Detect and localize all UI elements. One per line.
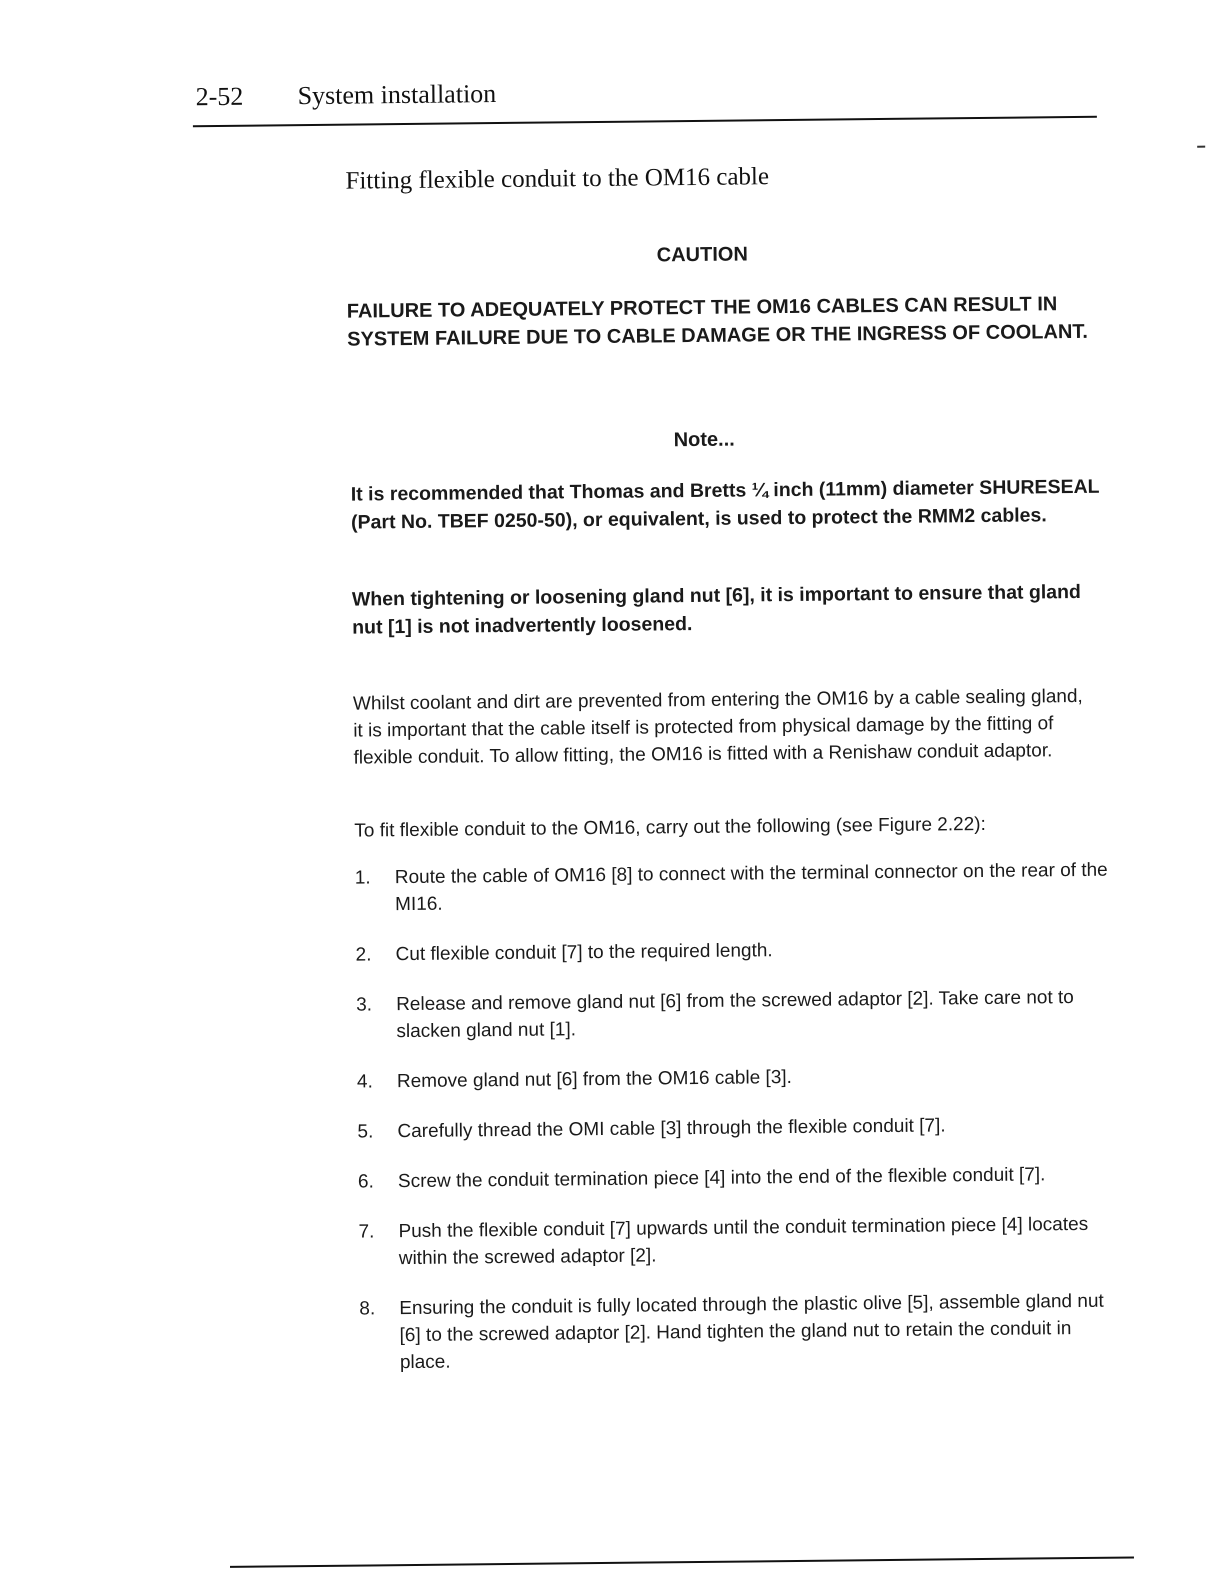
step-text: Remove gland nut [6] from the OM16 cable [3]. [396,1067,793,1093]
step-text: Route the cable of OM16 [8] to connect with the terminal connector on the rear of the MI16. [394,859,1108,916]
step-item [358,1211,1119,1273]
step-number: 1. [354,867,371,889]
step-number: 6. [357,1171,374,1193]
chapter-title: System installation [297,79,497,111]
step-item [357,1111,1117,1146]
footer-rule [230,1556,1134,1567]
step-number: 4. [356,1071,373,1093]
caution-text: FAILURE TO ADEQUATELY PROTECT THE OM16 CABLES CAN RESULT IN SYSTEM FAILURE DUE TO CABLE DAMAGE OR THE INGRESS OF COOLANT. [346,293,1089,351]
step-text: Carefully thread the OMI cable [3] through the flexible conduit [7]. [397,1115,946,1143]
scan-edge-mark [1197,146,1205,148]
step-text: Release and remove gland nut [6] from the screwed adaptor [2]. Take care not to slacken gland nut [1]. [396,987,1074,1043]
body-paragraph-2: To fit flexible conduit to the OM16, carry out the following (see Figure 2.22): [354,813,986,842]
step-number: 7. [358,1221,375,1243]
page-header [195,79,496,112]
page-number: 2-52 [195,81,244,112]
step-item [355,857,1116,919]
step-item [358,1161,1118,1196]
step-number: 5. [357,1121,374,1143]
step-item [355,934,1115,969]
body-paragraph-1: Whilst coolant and dirt are prevented from entering the OM16 by a cable sealing gland, it is important that the cable itself is protected from physical damage by the fitting of flexible conduit. To allow fitting, the OM16 is fitted with a Renishaw conduit adaptor. [352,685,1083,769]
procedure-steps [355,857,1121,1400]
note-paragraph-1: It is recommended that Thomas and Bretts ¼ inch (11mm) diameter SHURESEAL (Part No. TBEF 0250-50), or equivalent, is used to protect the RMM2 cables. [350,475,1100,534]
step-number: 8. [359,1298,376,1320]
step-item [357,1061,1117,1096]
step-item [359,1288,1120,1377]
step-number: 2. [355,944,372,966]
caution-heading: CAUTION [656,243,748,267]
header-rule [193,116,1097,127]
step-text: Push the flexible conduit [7] upwards until the conduit termination piece [4] locates within the screwed adaptor [2]. [398,1213,1089,1270]
step-text: Cut flexible conduit [7] to the required length. [395,940,773,966]
note-paragraph-2: When tightening or loosening gland nut [6], it is important to ensure that gland nut [1] is not inadvertently loosened. [351,580,1082,639]
step-item [356,984,1117,1046]
step-text: Screw the conduit termination piece [4] into the end of the flexible conduit [7]. [397,1164,1046,1193]
step-text: Ensuring the conduit is fully located through the plastic olive [5], assemble gland nut [6] to the screwed adaptor [2]. Hand tighten the gland nut to retain the conduit in place. [399,1290,1104,1374]
note-heading: Note... [673,428,735,452]
section-title: Fitting flexible conduit to the OM16 cable [345,163,770,195]
step-number: 3. [356,994,373,1016]
